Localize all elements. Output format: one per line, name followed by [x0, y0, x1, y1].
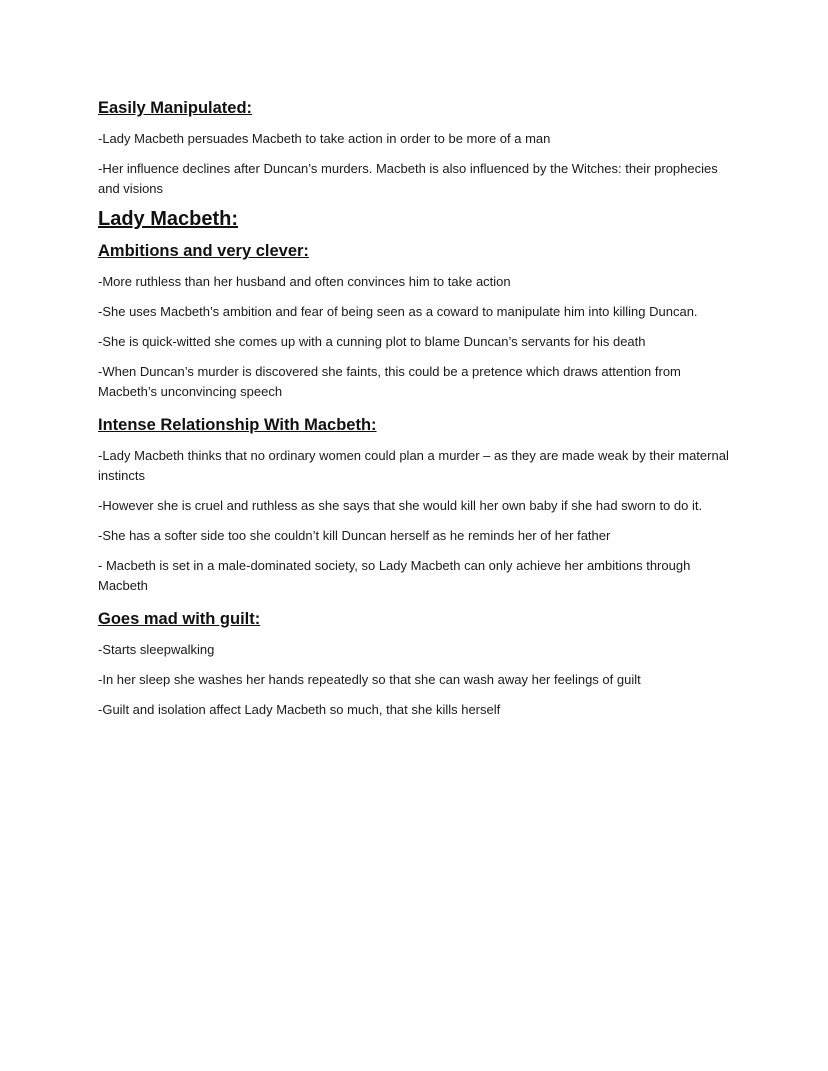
section-heading-relationship: Intense Relationship With Macbeth:: [98, 416, 377, 434]
section-heading-guilt: Goes mad with guilt:: [98, 610, 261, 628]
paragraph: -She has a softer side too she couldn’t kill Duncan herself as he reminds her of her father: [98, 528, 611, 543]
paragraph: -She uses Macbeth’s ambition and fear of being seen as a coward to manipulate him into killing Duncan.: [98, 304, 698, 319]
section-heading-easily-manipulated: Easily Manipulated:: [98, 99, 253, 117]
paragraph: -Guilt and isolation affect Lady Macbeth so much, that she kills herself: [98, 702, 501, 717]
paragraph: -When Duncan’s murder is discovered she faints, this could be a pretence which draws attention from Macbeth’s unconvincing speech: [98, 364, 681, 399]
paragraph: -Starts sleepwalking: [98, 642, 215, 657]
paragraph: -Lady Macbeth persuades Macbeth to take action in order to be more of a man: [98, 131, 551, 146]
paragraph: -She is quick-witted she comes up with a cunning plot to blame Duncan’s servants for his death: [98, 334, 646, 349]
paragraph: -Her influence declines after Duncan’s murders. Macbeth is also influenced by the Witches: their prophecies and visions: [98, 161, 718, 196]
paragraph: -More ruthless than her husband and often convinces him to take action: [98, 274, 511, 289]
character-title: Lady Macbeth:: [98, 208, 239, 230]
document-body: [98, 98, 738, 730]
paragraph: -In her sleep she washes her hands repeatedly so that she can wash away her feelings of guilt: [98, 672, 641, 687]
paragraph: -Lady Macbeth thinks that no ordinary women could plan a murder – as they are made weak by their maternal instincts: [98, 448, 729, 483]
section-heading-ambitions: Ambitions and very clever:: [98, 242, 309, 260]
paragraph: -However she is cruel and ruthless as she says that she would kill her own baby if she had sworn to do it.: [98, 498, 703, 513]
paragraph: - Macbeth is set in a male-dominated society, so Lady Macbeth can only achieve her ambitions through Macbeth: [98, 558, 691, 593]
